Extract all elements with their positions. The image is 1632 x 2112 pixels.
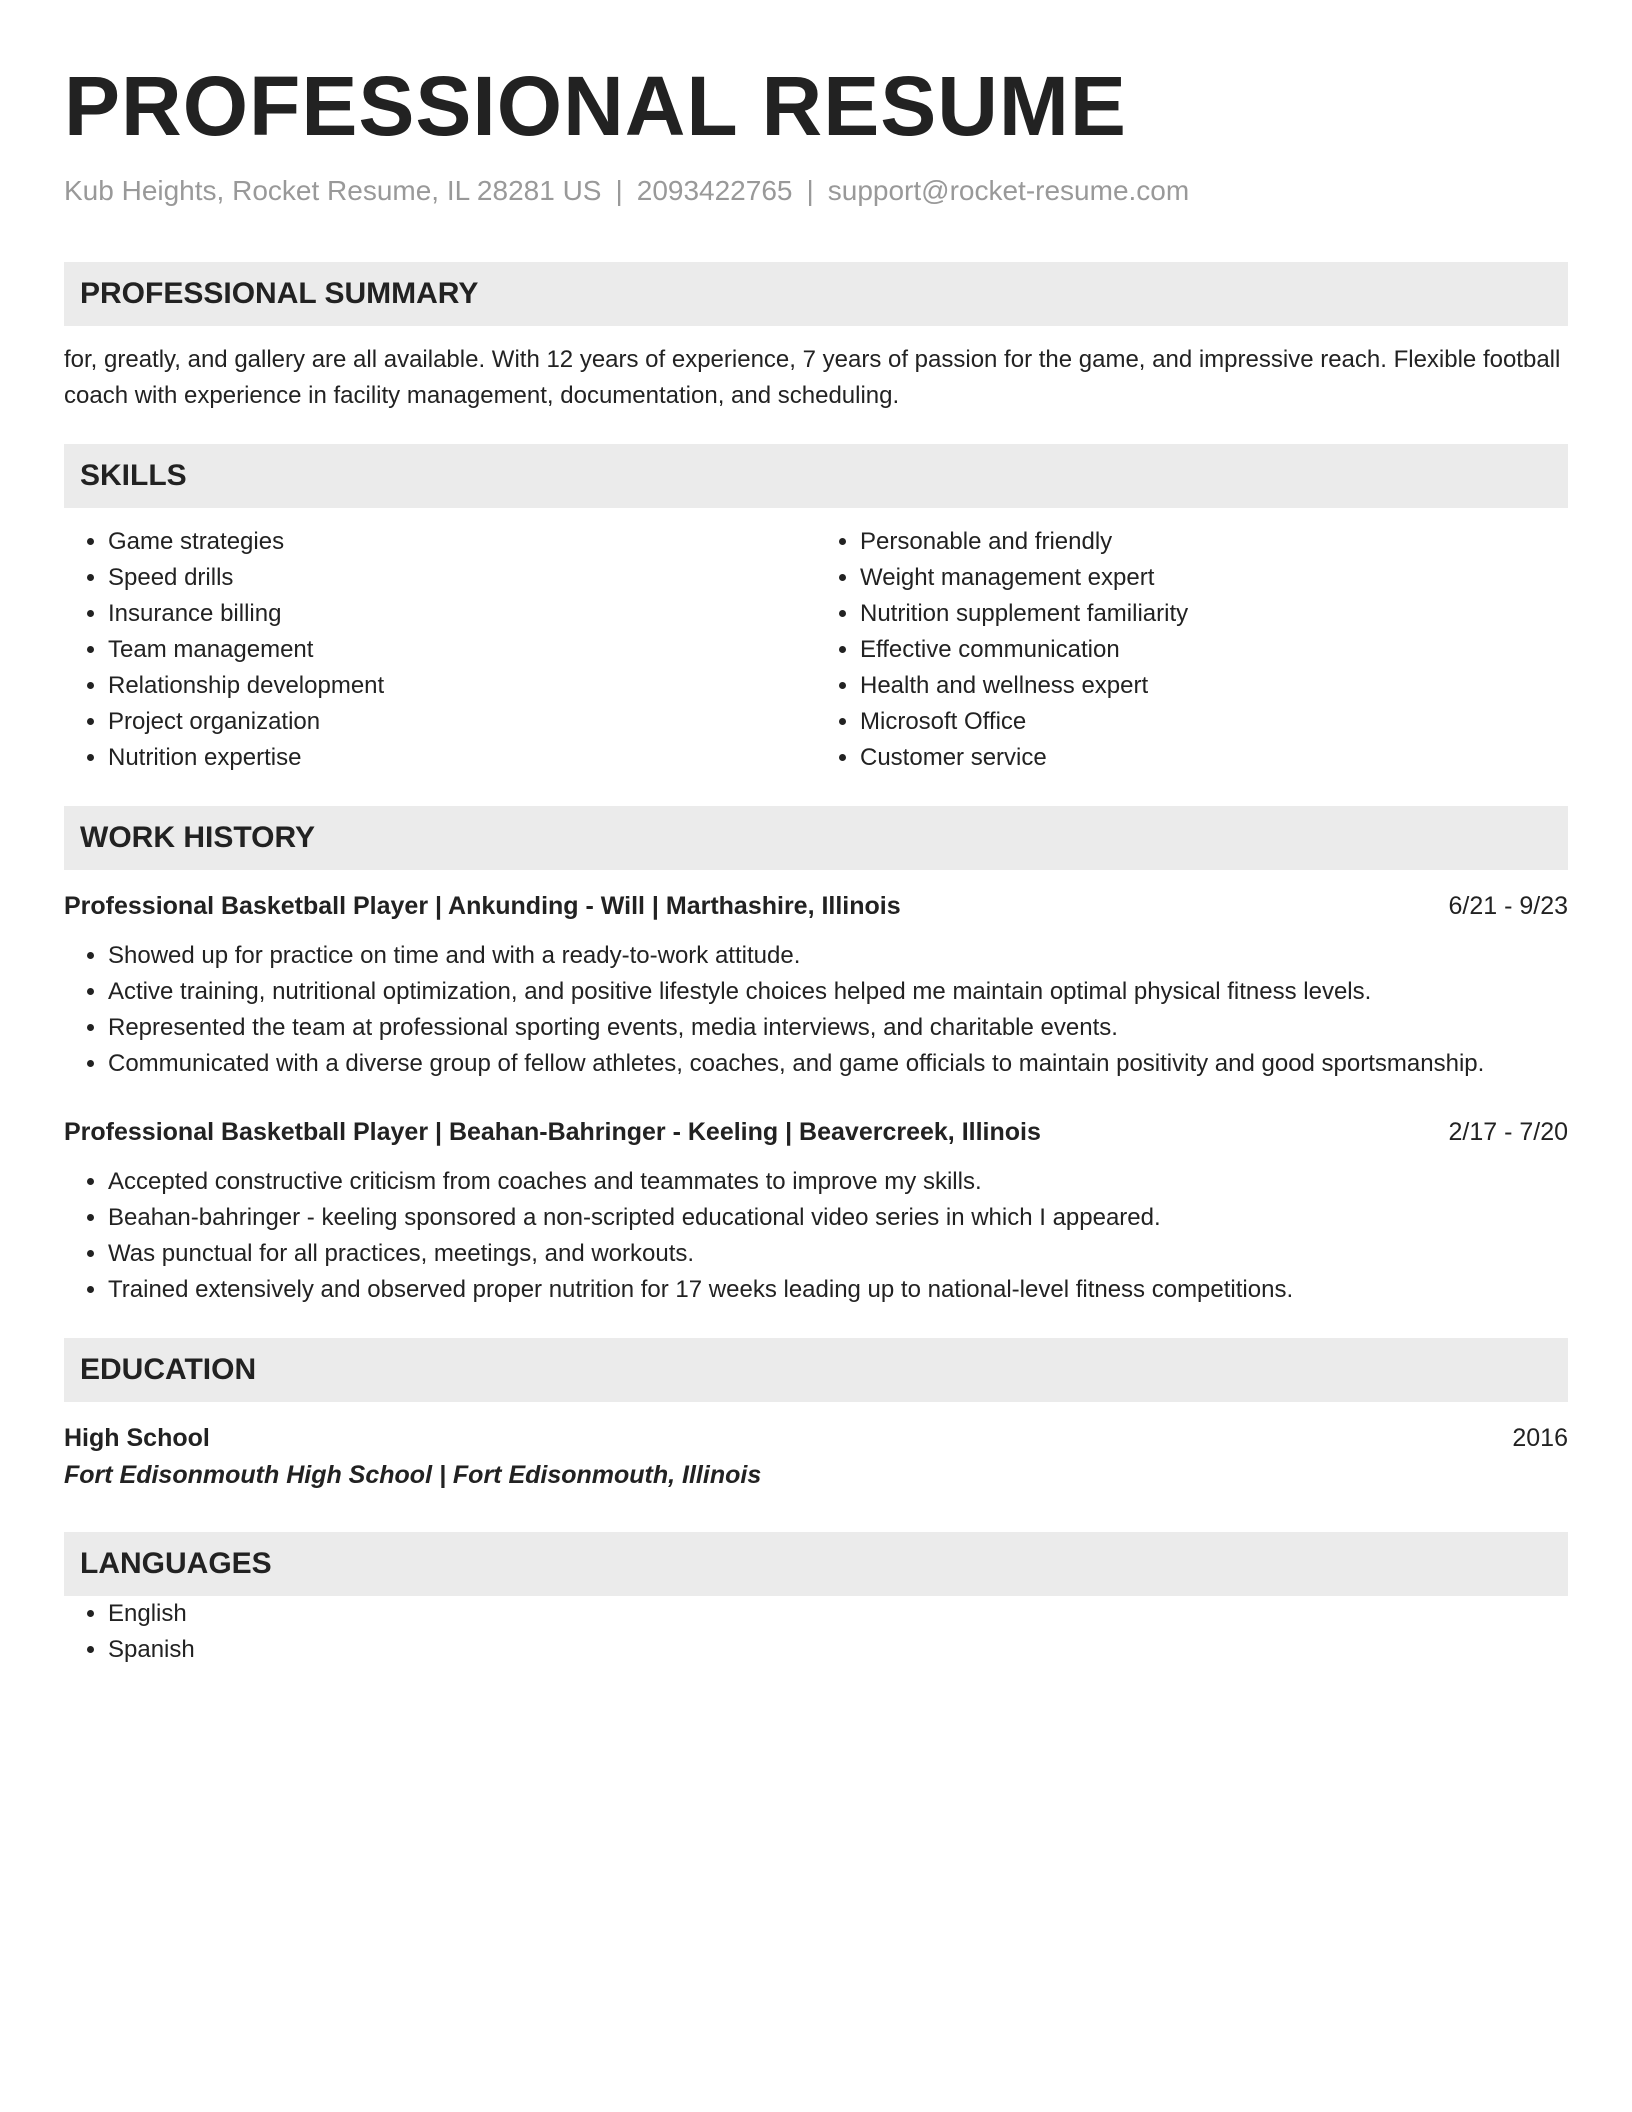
skills-column-right (816, 524, 1568, 776)
skill-item: • Nutrition supplement familiarity (860, 596, 1568, 632)
section-header-education: EDUCATION (64, 1338, 1568, 1402)
skill-item: • Customer service (860, 740, 1568, 776)
skill-item: • Microsoft Office (860, 704, 1568, 740)
skill-item: • Team management (108, 632, 816, 668)
education-header (64, 1420, 1568, 1456)
job-bullet: • Accepted constructive criticism from coaches and teammates to improve my skills. (108, 1164, 1568, 1200)
contact-phone: 2093422765 (636, 175, 793, 206)
job-entry (64, 888, 1568, 1082)
job-bullet: • Was punctual for all practices, meetings, and workouts. (108, 1236, 1568, 1272)
language-item: • Spanish (108, 1632, 1568, 1668)
languages-list (64, 1596, 1568, 1668)
job-header (64, 1114, 1568, 1150)
skills-list-right (816, 524, 1568, 776)
summary-text: for, greatly, and gallery are all available. With 12 years of experience, 7 years of passion for the game, and impressive reach. Flexible football coach with experience in facility management, documentation, and scheduling. (64, 346, 1561, 409)
education-year: 2016 (1512, 1424, 1568, 1452)
job-bullet: • Trained extensively and observed proper nutrition for 17 weeks leading up to national-level fitness competitions. (108, 1272, 1568, 1308)
skill-item: • Project organization (108, 704, 816, 740)
job-bullets (64, 1164, 1568, 1308)
skill-item: • Insurance billing (108, 596, 816, 632)
education-degree: High School (64, 1424, 210, 1452)
job-title: Professional Basketball Player | Ankunding - Will | Marthashire, Illinois (64, 892, 901, 920)
job-entry (64, 1114, 1568, 1308)
job-bullets (64, 938, 1568, 1082)
skill-item: • Nutrition expertise (108, 740, 816, 776)
contact-address: Kub Heights, Rocket Resume, IL 28281 US (64, 175, 602, 206)
job-bullet: • Showed up for practice on time and with a ready-to-work attitude. (108, 938, 1568, 974)
education-school: Fort Edisonmouth High School | Fort Edisonmouth, Illinois (64, 1461, 762, 1489)
job-dates: 2/17 - 7/20 (1448, 1118, 1568, 1146)
skill-item: • Speed drills (108, 560, 816, 596)
job-bullet: • Active training, nutritional optimization, and positive lifestyle choices helped me maintain optimal physical fitness levels. (108, 974, 1568, 1010)
resume-title: PROFESSIONAL RESUME (64, 59, 1127, 153)
contact-line (64, 174, 1568, 208)
job-bullet: • Represented the team at professional sporting events, media interviews, and charitable events. (108, 1010, 1568, 1046)
contact-separator: | (806, 175, 814, 206)
skill-item: • Personable and friendly (860, 524, 1568, 560)
job-header (64, 888, 1568, 924)
skills-grid (64, 524, 1568, 776)
skills-column-left (64, 524, 816, 776)
section-header-languages: LANGUAGES (64, 1532, 1568, 1596)
contact-email: support@rocket-resume.com (827, 175, 1190, 206)
skill-item: • Health and wellness expert (860, 668, 1568, 704)
skill-item: • Relationship development (108, 668, 816, 704)
skill-item: • Game strategies (108, 524, 816, 560)
job-dates: 6/21 - 9/23 (1448, 892, 1568, 920)
job-bullet: • Communicated with a diverse group of fellow athletes, coaches, and game officials to maintain positivity and good sportsmanship. (108, 1046, 1568, 1082)
section-header-work-history: WORK HISTORY (64, 806, 1568, 870)
job-title: Professional Basketball Player | Beahan-Bahringer - Keeling | Beavercreek, Illinois (64, 1118, 1041, 1146)
job-bullet: • Beahan-bahringer - keeling sponsored a non-scripted educational video series in which I appeared. (108, 1200, 1568, 1236)
skill-item: • Effective communication (860, 632, 1568, 668)
skill-item: • Weight management expert (860, 560, 1568, 596)
education-entry (64, 1420, 1568, 1494)
language-item: • English (108, 1596, 1568, 1632)
section-header-skills: SKILLS (64, 444, 1568, 508)
contact-separator: | (615, 175, 623, 206)
section-header-summary: PROFESSIONAL SUMMARY (64, 262, 1568, 326)
skills-list-left (64, 524, 816, 776)
